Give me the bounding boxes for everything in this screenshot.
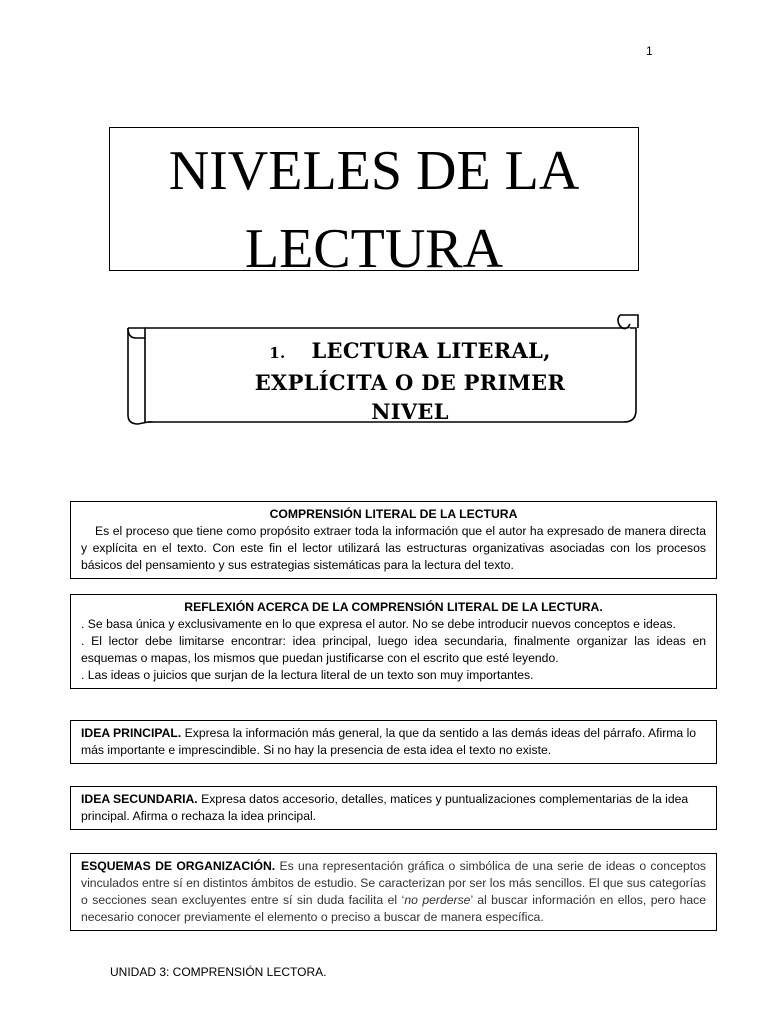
box-heading: REFLEXIÓN ACERCA DE LA COMPRENSIÓN LITERAL DE LA LECTURA. xyxy=(184,600,603,614)
secondary-idea-text: Expresa datos accesorio, detalles, matices y puntualizaciones complementarias de la idea principal. Afirma o rechaza la idea principal. xyxy=(81,792,689,823)
title-line-2: LECTURA xyxy=(244,218,504,280)
page-number: 1 xyxy=(646,44,653,58)
main-idea-box xyxy=(70,720,717,764)
literal-comprehension-box xyxy=(70,501,717,579)
schemes-term: ESQUEMAS DE ORGANIZACIÓN. xyxy=(81,859,276,873)
secondary-idea-term: IDEA SECUNDARIA. xyxy=(81,792,198,806)
organization-schemes-box xyxy=(70,853,717,931)
main-idea-text: Expresa la información más general, la que da sentido a las demás ideas del párrafo. Afirma lo más importante e imprescindible. Si no hay la presencia de esta idea el texto no existe. xyxy=(81,726,697,757)
footer-unit: UNIDAD 3: COMPRENSIÓN LECTORA. xyxy=(110,965,327,979)
banner-number: 1. xyxy=(269,344,286,362)
scroll-banner xyxy=(120,310,645,430)
title-box xyxy=(109,127,639,280)
title-line-1: NIVELES DE LA xyxy=(168,140,580,202)
reflection-item: . El lector debe limitarse encontrar: idea principal, luego idea secundaria, finalmente organizar las ideas en esquemas o mapas, los mismos que puedan justificarse con el escrito que esté leyendo. xyxy=(81,634,706,665)
schemes-text-a: Es una representación gráfica o simbólica de una serie de ideas o conceptos vinculados entre sí en distintos ámbitos de estudio. Se caracterizan por ser los más sencillos. El que sus categorías o secciones sean excluyentes entre sí sin duda facilita el ‘ xyxy=(81,859,706,907)
schemes-italic: no perderse xyxy=(404,893,471,907)
reflection-item: . Las ideas o juicios que surjan de la lectura literal de un texto son muy importantes. xyxy=(81,668,534,682)
reflection-box xyxy=(70,594,717,689)
banner-line-3: NIVEL xyxy=(371,399,449,424)
secondary-idea-box xyxy=(70,786,717,830)
banner-line-2: EXPLÍCITA O DE PRIMER xyxy=(254,370,566,395)
box-body: Es el proceso que tiene como propósito extraer toda la información que el autor ha expresado de manera directa y explícita en el texto. Con este fin el lector utilizará las estructuras organizativas asociadas con los procesos básicos del pensamiento y sus estrategias sistemáticas para la lectura del texto. xyxy=(81,524,706,572)
banner-line-1: LECTURA LITERAL, xyxy=(311,338,551,363)
banner-heading xyxy=(220,336,600,426)
reflection-item: . Se basa única y exclusivamente en lo que expresa el autor. No se debe introducir nuevos conceptos e ideas. xyxy=(81,617,676,631)
schemes-text-b: ’ al buscar información en ellos, pero hace necesario conocer previamente el elemento o preciso a buscar de manera específica. xyxy=(81,893,707,924)
main-idea-term: IDEA PRINCIPAL. xyxy=(81,726,182,740)
box-heading: COMPRENSIÓN LITERAL DE LA LECTURA xyxy=(269,507,518,521)
